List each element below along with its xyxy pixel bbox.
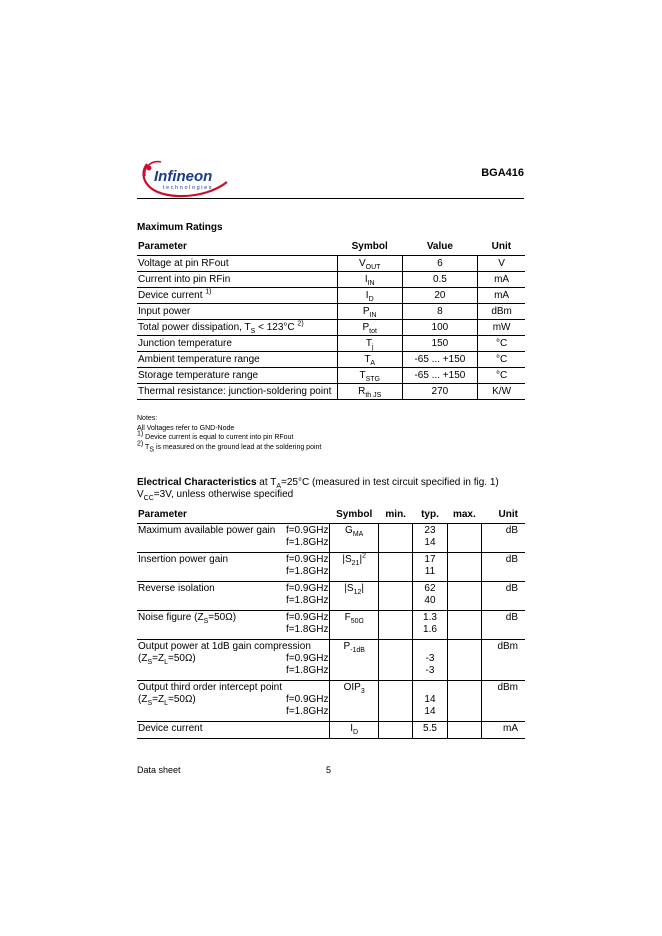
min-cell: [379, 681, 413, 722]
symbol-cell: $P_{-1dB}$: [329, 640, 378, 681]
param-cell: Ambient temperature range: [137, 352, 337, 368]
value-cell: -65 ... +150: [402, 352, 478, 368]
max-cell: [447, 524, 481, 553]
header-unit: Unit: [481, 506, 525, 524]
logo-subtext: technologies: [163, 185, 214, 191]
symbol-cell: $R_{th JS}$: [337, 384, 402, 400]
table-row: [137, 288, 525, 304]
unit-cell: °C: [478, 336, 525, 352]
value-cell: 100: [402, 320, 478, 336]
value-cell: 6: [402, 256, 478, 272]
symbol-cell: $I_D$: [337, 288, 402, 304]
part-number: BGA416: [481, 167, 524, 179]
page-number: 5: [326, 765, 332, 775]
max-cell: [447, 582, 481, 611]
table-row: [137, 272, 525, 288]
table-row: [137, 640, 525, 681]
param-cell: Input power: [137, 304, 337, 320]
param-cell: Maximum available power gain: [137, 524, 286, 553]
max-ratings-table: [137, 238, 525, 400]
unit-cell: dBm: [478, 304, 525, 320]
unit-cell: K/W: [478, 384, 525, 400]
max-cell: [447, 640, 481, 681]
unit-cell: °C: [478, 368, 525, 384]
table-row: [137, 320, 525, 336]
note-line: All Voltages refer to GND-Node: [137, 424, 235, 432]
table-row: [137, 681, 525, 722]
symbol-cell: $P_{tot}$: [337, 320, 402, 336]
typ-cell: 14 14: [412, 681, 447, 722]
unit-cell: V: [478, 256, 525, 272]
value-cell: 8: [402, 304, 478, 320]
min-cell: [379, 611, 413, 640]
param-cell: Current into pin RFin: [137, 272, 337, 288]
typ-cell: 23 14: [412, 524, 447, 553]
max-cell: [447, 722, 481, 739]
symbol-cell: $T_{STG}$: [337, 368, 402, 384]
max-cell: [447, 681, 481, 722]
freq-cell: f=0.9GHz f=1.8GHz: [286, 524, 330, 553]
header-value: Value: [402, 238, 478, 256]
table-row: [137, 352, 525, 368]
table-row: [137, 611, 525, 640]
typ-cell: 5.5: [412, 722, 447, 739]
min-cell: [379, 582, 413, 611]
note-line: $^{2)}$ $T_S$ is measured on the ground lead at the soldering point: [137, 440, 322, 453]
symbol-cell: $I_D$: [329, 722, 378, 739]
freq-cell: f=0.9GHz f=1.8GHz: [286, 582, 330, 611]
symbol-cell: $|S_{21}|^2$: [329, 553, 378, 582]
param-cell: Insertion power gain: [137, 553, 286, 582]
header-min: min.: [379, 506, 413, 524]
symbol-cell: $I_{IN}$: [337, 272, 402, 288]
param-cell: Device current: [137, 722, 329, 739]
freq-cell: f=0.9GHz f=1.8GHz: [286, 611, 330, 640]
header-max: max.: [447, 506, 481, 524]
min-cell: [379, 640, 413, 681]
symbol-cell: $T_j$: [337, 336, 402, 352]
table-row: [137, 336, 525, 352]
unit-cell: dB: [481, 524, 525, 553]
table-row: [137, 722, 525, 739]
notes-title: Notes:: [137, 415, 158, 422]
infineon-logo: [137, 154, 229, 200]
min-cell: [379, 524, 413, 553]
typ-cell: 1.3 1.6: [412, 611, 447, 640]
value-cell: 150: [402, 336, 478, 352]
logo-text: Infineon: [154, 168, 213, 185]
value-cell: 270: [402, 384, 478, 400]
header-rule: [137, 198, 524, 199]
unit-cell: mA: [478, 272, 525, 288]
param-cell: Output third order intercept point $(Z_S=Z_L=50\Omega)$ f=0.9GHz f=1.8GHz: [137, 681, 329, 722]
elec-table: [137, 506, 525, 739]
table-header-row: [137, 238, 525, 256]
table-row: [137, 553, 525, 582]
symbol-cell: $V_{OUT}$: [337, 256, 402, 272]
unit-cell: dB: [481, 611, 525, 640]
param-cell: Thermal resistance: junction-soldering point: [137, 384, 337, 400]
param-cell: Reverse isolation: [137, 582, 286, 611]
notes: [137, 414, 321, 452]
symbol-cell: $|S_{12}|$: [329, 582, 378, 611]
header-unit: Unit: [478, 238, 525, 256]
table-row: [137, 384, 525, 400]
symbol-cell: $G_{MA}$: [329, 524, 378, 553]
symbol-cell: $P_{IN}$: [337, 304, 402, 320]
table-header-row: [137, 506, 525, 524]
typ-cell: 62 40: [412, 582, 447, 611]
param-cell: Voltage at pin RFout: [137, 256, 337, 272]
symbol-cell: $OIP_3$: [329, 681, 378, 722]
max-ratings-title: Maximum Ratings: [137, 222, 223, 233]
max-cell: [447, 611, 481, 640]
unit-cell: °C: [478, 352, 525, 368]
param-cell: Storage temperature range: [137, 368, 337, 384]
table-row: [137, 256, 525, 272]
symbol-cell: $F_{50\Omega}$: [329, 611, 378, 640]
freq-cell: f=0.9GHz f=1.8GHz: [286, 553, 330, 582]
table-row: [137, 304, 525, 320]
param-cell: Output power at 1dB gain compression $(Z_S=Z_L=50\Omega)$ f=0.9GHz f=1.8GHz: [137, 640, 329, 681]
param-cell: Junction temperature: [137, 336, 337, 352]
unit-cell: dB: [481, 582, 525, 611]
value-cell: 20: [402, 288, 478, 304]
symbol-cell: $T_A$: [337, 352, 402, 368]
value-cell: -65 ... +150: [402, 368, 478, 384]
unit-cell: dB: [481, 553, 525, 582]
param-cell: Noise figure $(Z_S=50\Omega)$: [137, 611, 286, 640]
unit-cell: dBm: [481, 681, 525, 722]
param-cell: Device current $^{1)}$: [137, 288, 337, 304]
min-cell: [379, 553, 413, 582]
header-symbol: Symbol: [329, 506, 378, 524]
value-cell: 0.5: [402, 272, 478, 288]
typ-cell: -3 -3: [412, 640, 447, 681]
footer-label: Data sheet: [137, 765, 181, 775]
header-symbol: Symbol: [337, 238, 402, 256]
elec-title: Electrical Characteristics at $T_A=25^\circ C$ (measured in test circuit specified in fig. 1) $V_{CC}=3V$, unless otherwise specified: [137, 477, 499, 502]
min-cell: [379, 722, 413, 739]
unit-cell: mA: [481, 722, 525, 739]
max-cell: [447, 553, 481, 582]
unit-cell: mW: [478, 320, 525, 336]
unit-cell: mA: [478, 288, 525, 304]
typ-cell: 17 11: [412, 553, 447, 582]
header-typ: typ.: [412, 506, 447, 524]
table-row: [137, 524, 525, 553]
table-row: [137, 582, 525, 611]
header-parameter: Parameter: [137, 506, 329, 524]
note-line: $^{1)}$ Device current is equal to current into pin RFout: [137, 430, 294, 441]
header-parameter: Parameter: [137, 238, 337, 256]
param-cell: Total power dissipation, $T_S < 123^\circ C$ $^{2)}$: [137, 320, 337, 336]
table-row: [137, 368, 525, 384]
unit-cell: dBm: [481, 640, 525, 681]
